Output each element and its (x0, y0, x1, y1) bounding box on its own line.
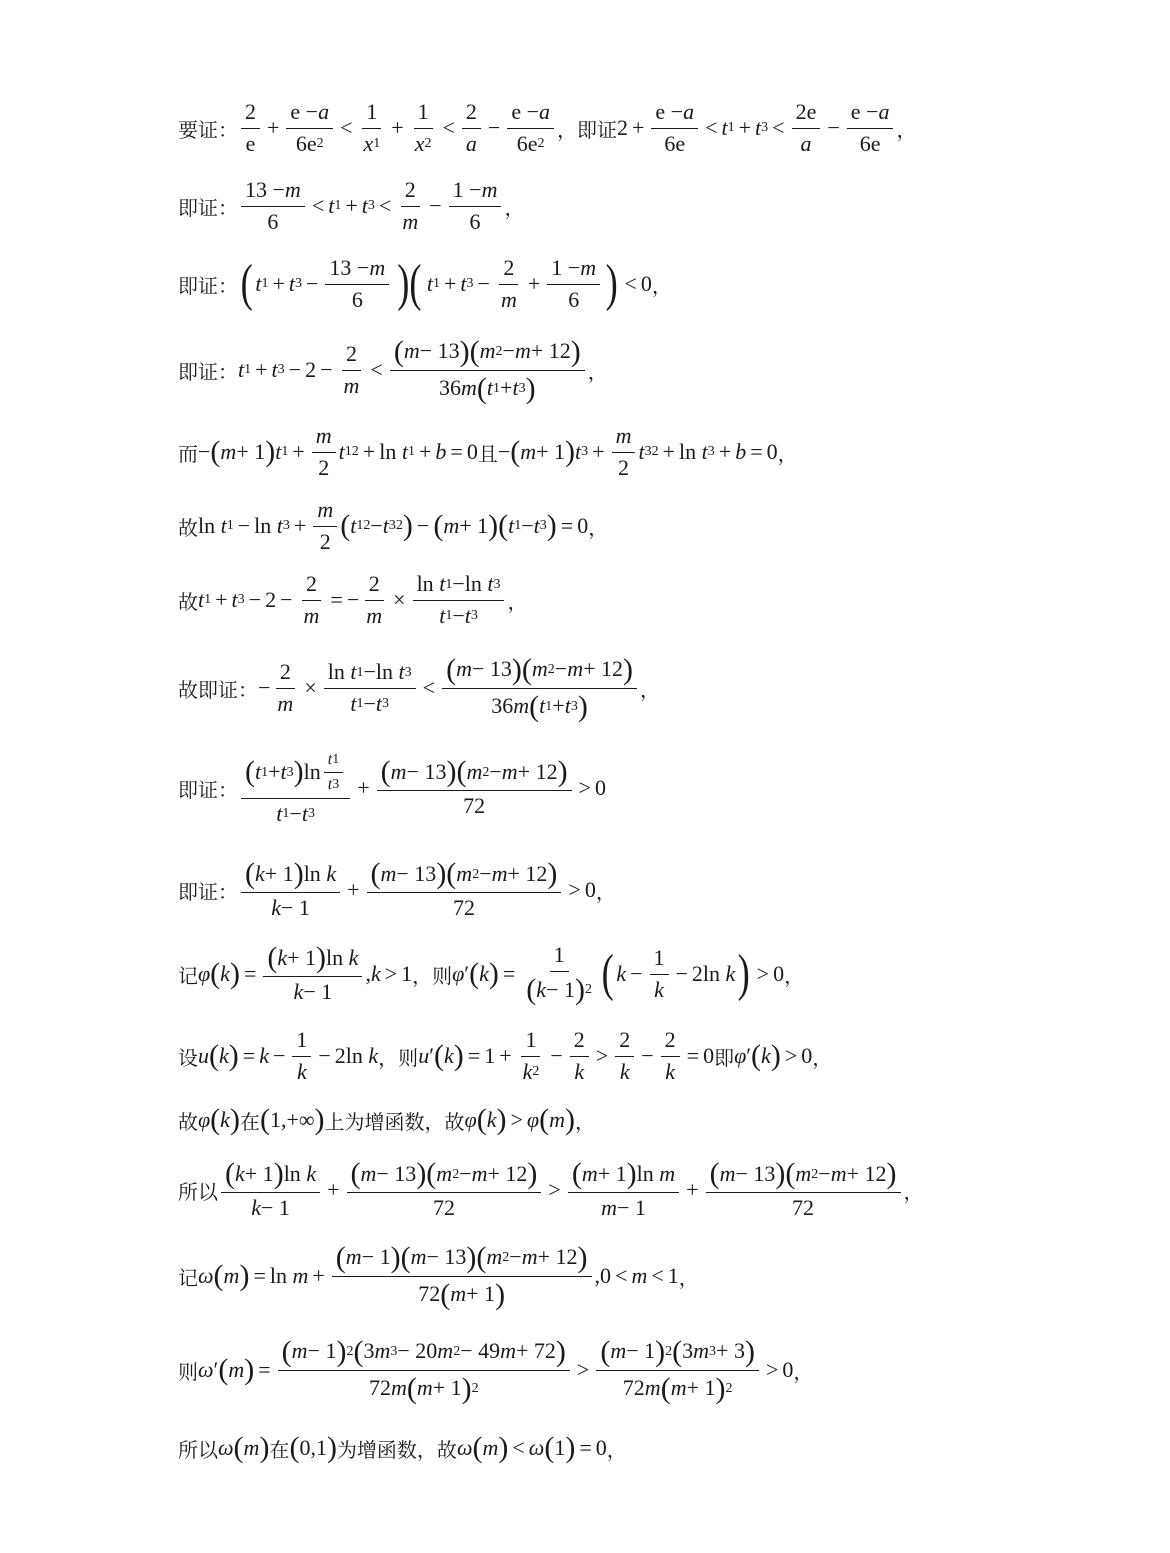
line-prefix: 即证： (178, 777, 238, 802)
line-end: ， (777, 441, 798, 466)
math-expression: ( k + 1 ) ln k k − 1 + ( m − 13 )( m 2 − m + 12 ) 72 > ( m + 1 ) ln m m − 1 + ( m − 13 )( m 2 − m + 12 ) 72 (218, 1158, 904, 1221)
proof-line-1 (178, 88, 916, 168)
line-end: ， (504, 195, 525, 220)
math-expression: ln t 1 − ln t 3 + $\frac{m}{2}$ ( t 1 2 − t 3 2 ) − ( m + 1 )( t 1 − t 3 ) = 0 (198, 497, 589, 554)
line-end: ， (903, 1179, 924, 1204)
proof-line-8 (178, 648, 660, 728)
line-prefix: 记 (178, 1265, 198, 1290)
math-expression: φ ( k ) > φ ( m ) (464, 1103, 575, 1136)
math-expression: φ ′ ( k ) = 1 ( k − 1 ) 2 ( k − $\frac{1}{k}$ − 2 ln k ) > 0 (452, 942, 785, 1006)
math-expression: ( 1,+∞ ) (259, 1103, 325, 1136)
proof-line-6 (178, 486, 608, 566)
line-connector: 为增函数，故 (336, 1437, 457, 1462)
line-prefix: 所以 (178, 1179, 218, 1204)
line-prefix: 记 (178, 963, 198, 988)
line-prefix: 故 (178, 589, 198, 614)
line-prefix: 即证： (178, 195, 238, 220)
proof-line-15 (178, 1236, 699, 1316)
line-prefix: 则 (178, 1359, 198, 1384)
line-prefix: 故 (178, 1109, 198, 1134)
math-expression: ω ( m ) < ω ( 1 ) = 0 (456, 1431, 607, 1464)
line-connector: 即 (714, 1045, 735, 1070)
math-expression: ω ( m ) (218, 1431, 270, 1464)
proof-line-13 (178, 1080, 595, 1160)
proof-line-9 (178, 748, 606, 828)
math-expression: ( t 1 + t 3 − 13 − m 6 )( t 1 + t 3 − $\frac{2}{m}$ + 1 − m 6 ) < 0 (240, 255, 652, 312)
line-connector: 且 (477, 441, 498, 466)
line-prefix: 设 (178, 1045, 198, 1070)
math-expression: u ( k ) = k − $\frac{1}{k}$ − 2 ln k (198, 1027, 379, 1084)
line-end: ， (507, 589, 528, 614)
proof-line-10 (178, 850, 616, 930)
math-expression: ( t 1 + t 3 ) ln t 1 t 3 t 1 − t 3 + ( m − 13 )( m 2 − m + 12 ) 72 > 0 (238, 749, 606, 826)
math-expression: ω ′ ( m ) = ( m − 1 ) 2 ( 3 m 3 − 20 m 2 − 49 m + 72 ) 72 m ( m + 1 ) 2 > ( m − 1 ) 2 ( 3 m 3 + 3 ) 72 m ( m + 1 ) 2 > 0 (198, 1334, 794, 1405)
math-expression: t 1 + t 3 − 2 − $\frac{2}{m}$ = − $\frac{2}{m}$ × ln t 1 − ln t 3 t 1 − t 3 (198, 571, 507, 628)
line-connector: ，则 (378, 1045, 419, 1070)
proof-line-16 (178, 1330, 813, 1410)
line-connector: ，则 (412, 963, 453, 988)
math-expression: 13 − m 6 < t 1 + t 3 < $\frac{2}{m}$ − 1 − m 6 (238, 177, 504, 234)
math-expression: φ ( k ) (198, 1103, 240, 1136)
line-end: ， (574, 1109, 595, 1134)
line-prefix: 要证： (178, 117, 238, 142)
proof-line-7 (178, 560, 527, 640)
line-connector: 上为增函数，故 (324, 1109, 465, 1134)
math-expression: u ′ ( k ) = 1 + 1 k 2 − $\frac{2}{k}$ > $\frac{2}{k}$ − $\frac{2}{k}$ = 0 (418, 1027, 715, 1084)
math-expression: $\frac{2}{e}$ + e − a 6e 2 < 1 x 1 + 1 x 2 < $\frac{2}{a}$ − e − a 6e 2 (238, 99, 557, 156)
line-end: ， (640, 677, 660, 702)
line-connector: ，即证 (556, 117, 617, 142)
proof-line-5 (178, 412, 798, 492)
line-end: ， (678, 1265, 699, 1290)
proof-line-2 (178, 166, 524, 246)
line-prefix: 故 (178, 515, 198, 540)
line-prefix: 即证： (178, 879, 238, 904)
proof-line-11 (178, 934, 804, 1014)
math-expression: ( 0,1 ) (289, 1431, 337, 1464)
math-expression: − ( m + 1 ) t 3 + $\frac{m}{2}$ t 3 2 + ln t 3 + b = 0 (497, 423, 778, 480)
math-expression: 2 + e − a 6e < t 1 + t 3 < $\frac{2e}{a}$ − e − a 6e (617, 99, 896, 156)
line-end: ， (587, 359, 608, 384)
proof-line-17 (178, 1408, 627, 1488)
line-end: ， (651, 273, 672, 298)
math-expression: − ( m + 1 ) t 1 + $\frac{m}{2}$ t 1 2 + ln t 1 + b = 0 (198, 423, 478, 480)
line-prefix: 所以 (178, 1437, 218, 1462)
line-prefix: 故即证： (178, 677, 258, 702)
line-end: ， (595, 879, 616, 904)
line-prefix: 而 (178, 441, 198, 466)
line-end: ， (896, 117, 917, 142)
math-expression: t 1 + t 3 − 2 − $\frac{2}{m}$ < ( m − 13 )( m 2 − m + 12 ) 36 m ( t 1 + t 3 ) (238, 336, 588, 405)
line-connector: 在 (239, 1109, 260, 1134)
math-expression: ω ( m ) = ln m + ( m − 1 )( m − 13 )( m 2 − m + 12 ) 72 ( m + 1 ) ,0 < m < 1 (198, 1240, 679, 1311)
math-expression: ( k + 1 ) ln k k − 1 + ( m − 13 )( m 2 − m + 12 ) 72 > 0 (238, 858, 596, 921)
math-expression: φ ( k ) = ( k + 1 ) ln k k − 1 , k > 1 (198, 941, 413, 1005)
math-expression: − $\frac{2}{m}$ × ln t 1 − ln t 3 t 1 − t 3 < ( m − 13 )( m 2 − m + 12 ) 36 m ( t 1 + t 3 ) (258, 654, 640, 723)
line-end: ， (606, 1437, 627, 1462)
line-end: ， (784, 963, 805, 988)
line-prefix: 即证： (178, 359, 238, 384)
line-prefix: 即证： (178, 273, 238, 298)
proof-line-3 (178, 244, 672, 324)
line-end: ， (588, 515, 609, 540)
math-expression: φ ′ ( k ) > 0 (734, 1039, 813, 1072)
proof-line-4 (178, 330, 608, 410)
line-connector: 在 (269, 1437, 290, 1462)
proof-line-14 (178, 1150, 924, 1230)
line-end: ， (793, 1359, 814, 1384)
line-end: ， (812, 1045, 833, 1070)
